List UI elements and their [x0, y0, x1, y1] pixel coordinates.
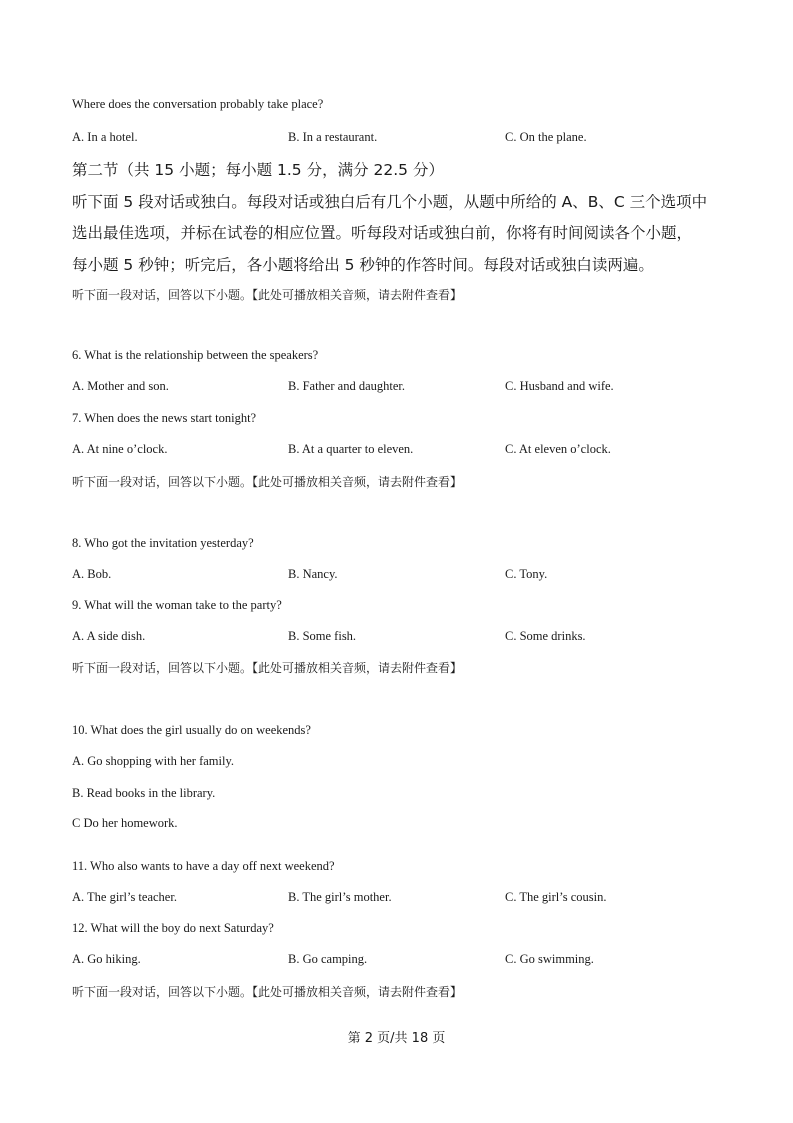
- option-12-a: A. Go hiking.: [72, 952, 141, 966]
- question-8: 8. Who got the invitation yesterday?: [72, 536, 254, 550]
- option-8-c: C. Tony.: [505, 567, 548, 581]
- option-prev-c: C. On the plane.: [505, 130, 587, 144]
- option-8-b: B. Nancy.: [288, 567, 338, 581]
- instruction-3: 听下面一段对话，回答以下小题。【此处可播放相关音频，请去附件查看】: [72, 661, 463, 675]
- option-10-a: A. Go shopping with her family.: [72, 754, 235, 768]
- option-6-c: C. Husband and wife.: [505, 379, 614, 393]
- section-title: 第二节（共 15 小题；每小题 1.5 分，满分 22.5 分）: [72, 161, 444, 179]
- option-10-c: C Do her homework.: [72, 816, 178, 830]
- option-11-b: B. The girl’s mother.: [288, 890, 392, 904]
- option-7-a: A. At nine o’clock.: [72, 442, 168, 456]
- option-9-b: B. Some fish.: [288, 629, 357, 643]
- question-7: 7. When does the news start tonight?: [72, 411, 257, 425]
- option-7-b: B. At a quarter to eleven.: [288, 442, 414, 456]
- section-para-line-1: 听下面 5 段对话或独白。每段对话或独白后有几个小题，从题中所给的 A、B、C 三个选项中: [72, 193, 708, 211]
- instruction-4: 听下面一段对话，回答以下小题。【此处可播放相关音频，请去附件查看】: [72, 985, 463, 999]
- option-prev-a: A. In a hotel.: [72, 130, 138, 144]
- question-12: 12. What will the boy do next Saturday?: [72, 921, 274, 935]
- section-para-line-3: 每小题 5 秒钟；听完后，各小题将给出 5 秒钟的作答时间。每段对话或独白读两遍。: [72, 256, 654, 274]
- question-9: 9. What will the woman take to the party?: [72, 598, 282, 612]
- option-6-a: A. Mother and son.: [72, 379, 169, 393]
- question-6: 6. What is the relationship between the speakers?: [72, 348, 319, 362]
- instruction-2: 听下面一段对话，回答以下小题。【此处可播放相关音频，请去附件查看】: [72, 475, 463, 489]
- question-11: 11. Who also wants to have a day off next weekend?: [72, 859, 335, 873]
- option-12-c: C. Go swimming.: [505, 952, 594, 966]
- option-prev-b: B. In a restaurant.: [288, 130, 378, 144]
- option-8-a: A. Bob.: [72, 567, 112, 581]
- page-footer: 第 2 页/共 18 页: [347, 1031, 446, 1046]
- instruction-1: 听下面一段对话，回答以下小题。【此处可播放相关音频，请去附件查看】: [72, 288, 463, 302]
- option-11-a: A. The girl’s teacher.: [72, 890, 177, 904]
- question-prev: Where does the conversation probably take place?: [72, 97, 324, 111]
- option-11-c: C. The girl’s cousin.: [505, 890, 607, 904]
- option-9-a: A. A side dish.: [72, 629, 146, 643]
- section-para-line-2: 选出最佳选项，并标在试卷的相应位置。听每段对话或独白前，你将有时间阅读各个小题，: [72, 224, 693, 242]
- option-7-c: C. At eleven o’clock.: [505, 442, 611, 456]
- option-10-b: B. Read books in the library.: [72, 786, 216, 800]
- option-9-c: C. Some drinks.: [505, 629, 586, 643]
- option-12-b: B. Go camping.: [288, 952, 368, 966]
- option-6-b: B. Father and daughter.: [288, 379, 405, 393]
- question-10: 10. What does the girl usually do on weekends?: [72, 723, 311, 737]
